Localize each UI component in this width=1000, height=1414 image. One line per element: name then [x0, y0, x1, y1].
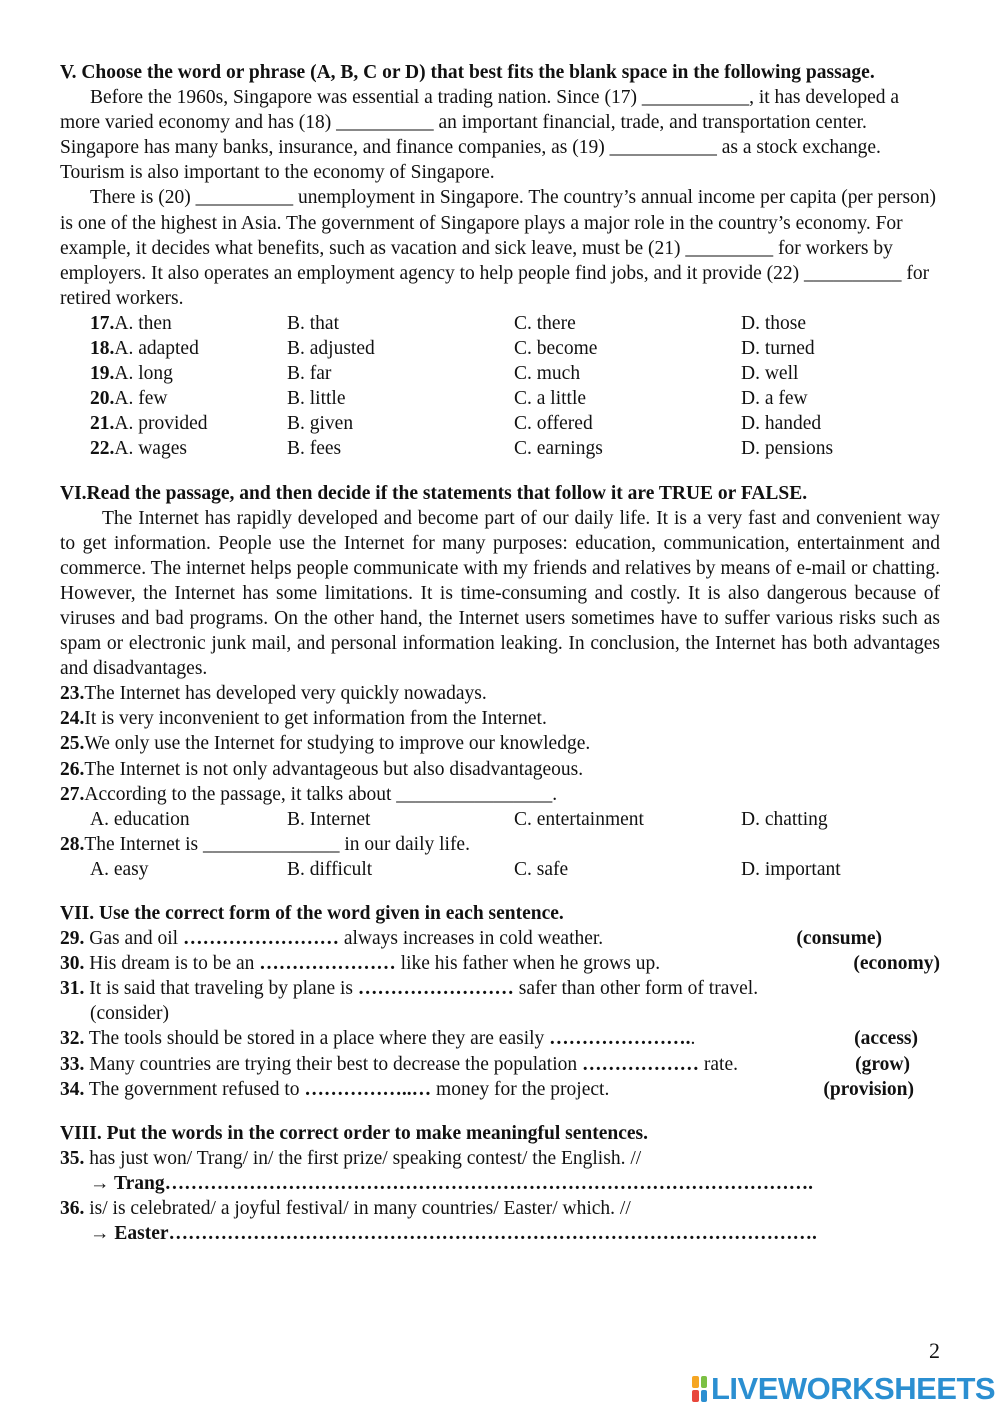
option-d: D. important: [741, 858, 841, 880]
option-a: A. education: [90, 808, 190, 830]
option-d: D. pensions: [741, 438, 834, 460]
word-hint: (provision): [823, 1078, 914, 1100]
option-d: D. chatting: [741, 808, 828, 830]
question-number: 20.: [90, 388, 115, 410]
option-b: B. that: [287, 312, 339, 334]
page-number: 2: [929, 1338, 940, 1363]
answer-blank[interactable]: ………………: [582, 1053, 700, 1075]
question-number: 31.: [60, 978, 85, 1000]
sentence-start: His dream is to be an: [84, 953, 260, 975]
option-a: A. adapted: [114, 338, 199, 360]
liveworksheets-logo: [692, 1372, 995, 1406]
section-6-heading: VI.Read the passage, and then decide if the statements that follow it are TRUE or FALSE.: [60, 482, 808, 504]
question-27: [60, 782, 940, 807]
statement-26: [60, 757, 940, 782]
word-hint: (economy): [853, 953, 940, 975]
word-hint: (grow): [855, 1053, 910, 1075]
word-hint: (consume): [796, 928, 882, 950]
section-8-heading: VIII. Put the words in the correct order to make meaningful sentences.: [60, 1122, 648, 1144]
question-text: According to the passage, it talks about ________________.: [84, 783, 558, 805]
word-form-33: [60, 1052, 940, 1077]
word-list: has just won/ Trang/ in/ the first prize/ speaking contest/ the English. //: [84, 1147, 642, 1169]
option-b: B. Internet: [287, 808, 371, 830]
question-number: 34.: [60, 1078, 85, 1100]
option-b: B. far: [287, 363, 332, 385]
question-number: 32.: [60, 1028, 85, 1050]
section-5-options: [60, 311, 940, 462]
option-a: A. long: [114, 363, 173, 385]
question-number: 29.: [60, 928, 85, 950]
statement-24: [60, 706, 940, 731]
option-d: D. turned: [741, 338, 815, 360]
option-c: C. offered: [514, 413, 593, 435]
question-number: 24.: [60, 708, 85, 730]
question-number: 23.: [60, 683, 85, 705]
question-21-options: [60, 411, 940, 436]
sentence-start: The government refused to: [84, 1078, 305, 1100]
option-c: C. there: [514, 312, 576, 334]
statement-23: [60, 681, 940, 706]
option-a: A. few: [114, 388, 168, 410]
option-d: D. a few: [741, 388, 808, 410]
question-number: 33.: [60, 1053, 85, 1075]
word-form-34: [60, 1077, 940, 1102]
reorder-35: [60, 1146, 940, 1171]
question-number: 35.: [60, 1147, 85, 1169]
option-b: B. fees: [287, 438, 342, 460]
logo-icon: [692, 1376, 707, 1402]
worksheet-page: [60, 60, 940, 1246]
statement-text: The Internet has developed very quickly nowadays.: [84, 683, 487, 705]
sentence-end: safer than other form of travel.: [513, 978, 759, 1000]
option-c: C. safe: [514, 858, 569, 880]
statement-text: It is very inconvenient to get information from the Internet.: [84, 708, 547, 730]
statement-text: We only use the Internet for studying to improve our knowledge.: [84, 733, 591, 755]
question-22-options: [60, 436, 940, 461]
option-b: B. little: [287, 388, 346, 410]
answer-line-36[interactable]: → Easter……………………………………………………………………………………….: [90, 1223, 817, 1245]
word-form-31: [60, 976, 940, 1001]
word-form-30: [60, 951, 940, 976]
question-number: 22.: [90, 438, 115, 460]
option-a: A. wages: [114, 438, 187, 460]
sentence-start: The tools should be stored in a place where they are easily: [84, 1028, 550, 1050]
word-form-32: [60, 1026, 940, 1051]
option-d: D. well: [741, 363, 799, 385]
question-number: 21.: [90, 413, 115, 435]
section-5-heading: V. Choose the word or phrase (A, B, C or D) that best fits the blank space in the following passage.: [60, 62, 875, 83]
sentence-start: Many countries are trying their best to decrease the population: [84, 1053, 583, 1075]
option-a: A. then: [114, 312, 172, 334]
option-a: A. provided: [114, 413, 208, 435]
sentence-end: always increases in cold weather.: [338, 928, 604, 950]
logo-text: LIVEWORKSHEETS: [711, 1371, 996, 1406]
question-number: 36.: [60, 1198, 85, 1220]
sentence-start: Gas and oil: [84, 928, 183, 950]
question-number: 30.: [60, 953, 85, 975]
word-hint-31: (consider): [90, 1003, 170, 1025]
sentence-end: .: [690, 1028, 696, 1050]
question-20-options: [60, 386, 940, 411]
statement-text: The Internet is not only advantageous but also disadvantageous.: [84, 758, 584, 780]
section-5-paragraph-2: There is (20) __________ unemployment in Singapore. The country’s annual income per capita (per person) is one of the highest in Asia. The government of Singapore plays a major role in the country’s economy. For example, it decides what benefits, such as vacation and sick leave, must be (21) _________ for workers by employers. It also operates an employment agency to help people find jobs, and it provide (22) __________ for retired workers.: [60, 187, 937, 309]
sentence-end: money for the project.: [431, 1078, 610, 1100]
sentence-start: It is said that traveling by plane is: [84, 978, 358, 1000]
section-5-paragraph-1: Before the 1960s, Singapore was essential a trading nation. Since (17) ___________, it has developed a more varied economy and has (18) __________ an important financial, trade, and transportation center. Singapore has many banks, insurance, and finance companies, as (19) ___________ as a stock exchange. Tourism is also important to the economy of Singapore.: [60, 87, 900, 184]
answer-blank[interactable]: …………………: [259, 953, 396, 975]
option-b: B. difficult: [287, 858, 373, 880]
option-d: D. handed: [741, 413, 822, 435]
option-a: A. easy: [90, 858, 149, 880]
question-19-options: [60, 361, 940, 386]
word-hint: (access): [854, 1028, 918, 1050]
option-c: C. become: [514, 338, 598, 360]
question-27-options: [60, 807, 940, 832]
section-7-heading: VII. Use the correct form of the word given in each sentence.: [60, 903, 564, 924]
question-text: The Internet is ______________ in our daily life.: [84, 833, 470, 855]
answer-blank[interactable]: ……………………: [357, 978, 514, 1000]
question-28-options: [60, 857, 940, 882]
question-number: 17.: [90, 312, 115, 334]
question-28: [60, 832, 940, 857]
answer-blank[interactable]: ………………….: [549, 1028, 691, 1050]
reorder-36: [60, 1196, 940, 1221]
word-list: is/ is celebrated/ a joyful festival/ in many countries/ Easter/ which. //: [84, 1198, 631, 1220]
question-number: 18.: [90, 338, 115, 360]
statement-25: [60, 731, 940, 756]
option-c: C. earnings: [514, 438, 603, 460]
question-number: 28.: [60, 833, 85, 855]
answer-blank[interactable]: ……………………: [182, 928, 339, 950]
section-6-passage: The Internet has rapidly developed and become part of our daily life. It is a very fast and convenient way to get information. People use the Internet for many purposes: education, communication, entertainment and commerce. The internet helps people communicate with my friends and relatives by means of e-mail or chatting. However, the Internet has some limitations. It is time-consuming and costly. It is also dangerous because of viruses and bad programs. On the other hand, the Internet users sometimes have to suffer various risks such as spam or electronic junk mail, and personal information leaking. In conclusion, the Internet has both advantages and disadvantages.: [60, 507, 940, 680]
answer-line-35[interactable]: → Trang……………………………………………………………………………………….: [90, 1172, 813, 1194]
option-c: C. entertainment: [514, 808, 644, 830]
option-b: B. given: [287, 413, 354, 435]
question-number: 25.: [60, 733, 85, 755]
sentence-end: rate.: [699, 1053, 738, 1075]
question-18-options: [60, 336, 940, 361]
option-d: D. those: [741, 312, 806, 334]
option-c: C. much: [514, 363, 581, 385]
question-number: 26.: [60, 758, 85, 780]
question-number: 27.: [60, 783, 85, 805]
word-form-29: [60, 926, 940, 951]
option-b: B. adjusted: [287, 338, 375, 360]
answer-blank[interactable]: ……………..…: [304, 1078, 432, 1100]
option-c: C. a little: [514, 388, 587, 410]
sentence-end: like his father when he grows up.: [395, 953, 661, 975]
question-17-options: [60, 311, 940, 336]
question-number: 19.: [90, 363, 115, 385]
